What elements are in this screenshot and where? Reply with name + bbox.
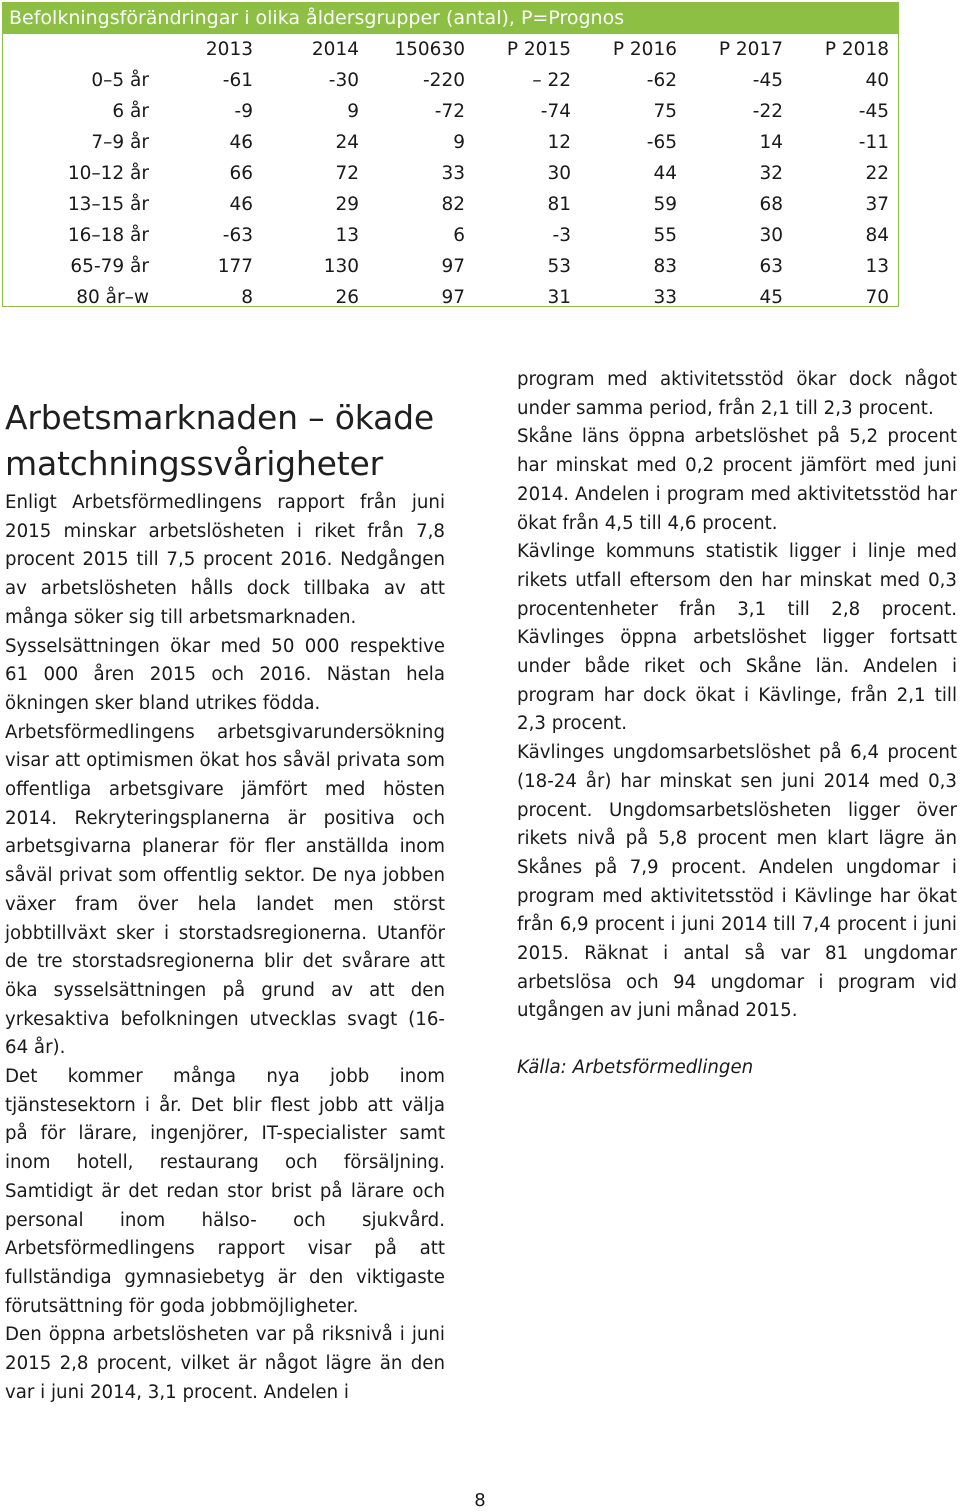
paragraph: Arbetsförmedlingens arbetsgivarundersökning visar att optimismen ökat hos såväl privata som offentliga arbetsgivare jämfört med hösten 2014. Rekryteringsplanerna är positiva och arbetsgivarna planerar för fler anställda inom såväl privat som offentlig sektor. De nya jobben växer fram över hela landet men störst jobbtillväxt sker i storstadsregionerna. Utanför de tre storstadsregionerna blir det svårare att öka sysselsättningen på grund av att den yrkesaktiva befolkningen utvecklas svagt (16-64 år). — [5, 721, 445, 1059]
table-row-label: 7–9 år — [91, 132, 149, 153]
table-header-cell: P 2018 — [824, 39, 889, 60]
table-cell: 12 — [547, 132, 571, 153]
table-cell: 97 — [441, 287, 465, 308]
table-cell: 8 — [241, 287, 253, 308]
table-cell: 66 — [229, 163, 253, 184]
table-cell: 81 — [547, 194, 571, 215]
table-header-cell: 2013 — [205, 39, 253, 60]
table-cell: 24 — [335, 132, 359, 153]
table-cell: 32 — [759, 163, 783, 184]
table-cell: 9 — [453, 132, 465, 153]
table-cell: 33 — [441, 163, 465, 184]
table-cell: -72 — [434, 101, 465, 122]
table-cell: 6 — [453, 225, 465, 246]
article-heading: Arbetsmarknaden – ökade matchningssvårigheter — [5, 398, 434, 483]
table-cell: 46 — [229, 194, 253, 215]
paragraph: Sysselsättningen ökar med 50 000 respektive 61 000 åren 2015 och 2016. Nästan hela ökningen sker bland utrikes födda. — [5, 635, 445, 714]
table-cell: 13 — [865, 256, 889, 277]
table-cell: -9 — [234, 101, 253, 122]
table-cell: -63 — [222, 225, 253, 246]
paragraph: Det kommer många nya jobb inom tjänstesektorn i år. Det blir flest jobb att välja på för lärare, ingenjörer, IT-specialister samt inom hotell, restaurang och försäljning. Samtidigt är det redan stor brist på lärare och personal inom hälso- och sjukvård. Arbetsförmedlingens rapport visar på att fullständiga gymnasiebetyg är den viktigaste förutsättning för goda jobbmöjligheter. — [5, 1066, 445, 1317]
table-cell: -45 — [858, 101, 889, 122]
table-row-label: 65-79 år — [70, 256, 149, 277]
table-cell: 30 — [547, 163, 571, 184]
table-cell: 55 — [653, 225, 677, 246]
table-cell: 45 — [759, 287, 783, 308]
table-cell: 63 — [759, 256, 783, 277]
table-cell: 72 — [335, 163, 359, 184]
table-header-cell: P 2016 — [612, 39, 677, 60]
table-cell: 13 — [335, 225, 359, 246]
table-cell: -62 — [646, 70, 677, 91]
table-grid — [3, 34, 898, 315]
table-cell: 84 — [865, 225, 889, 246]
table-cell: 22 — [865, 163, 889, 184]
paragraph: program med aktivitetsstöd ökar dock något under samma period, från 2,1 till 2,3 procent. — [517, 369, 957, 419]
table-cell: -220 — [423, 70, 465, 91]
table-title: Befolkningsförändringar i olika åldersgrupper (antal), P=Prognos — [3, 3, 898, 34]
table-cell: 29 — [335, 194, 359, 215]
table-row-label: 80 år–w — [76, 287, 149, 308]
table-row-label: 0–5 år — [91, 70, 149, 91]
table-cell: 97 — [441, 256, 465, 277]
table-row-label: 13–15 år — [67, 194, 149, 215]
table-row-label: 6 år — [112, 101, 149, 122]
table-header-cell: P 2015 — [506, 39, 571, 60]
page-number: 8 — [474, 1490, 486, 1511]
table-cell: -65 — [646, 132, 677, 153]
paragraph: Den öppna arbetslösheten var på riksnivå i juni 2015 2,8 procent, vilket är något lägre än den var i juni 2014, 3,1 procent. Andelen i — [5, 1324, 445, 1403]
table-cell: -45 — [752, 70, 783, 91]
right-column — [517, 366, 957, 1083]
table-cell: 53 — [547, 256, 571, 277]
table-cell: 70 — [865, 287, 889, 308]
paragraph: Kävlinge kommuns statistik ligger i linje med rikets utfall eftersom den har minskat med 0,3 procentenheter från 3,1 till 2,8 procent. Kävlinges öppna arbetslöshet ligger fortsatt under både riket och Skåne län. Andelen i program har dock ökat i Kävlinge, från 2,1 till 2,3 procent. — [517, 541, 957, 735]
table-header-cell: 2014 — [311, 39, 359, 60]
table-cell: 75 — [653, 101, 677, 122]
table-cell: 14 — [759, 132, 783, 153]
table-cell: -11 — [858, 132, 889, 153]
paragraph: Kävlinges ungdomsarbetslöshet på 6,4 procent (18-24 år) har minskat sen juni 2014 med 0,3 procent. Ungdomsarbetslösheten ligger över rikets nivå på 5,8 procent men klart lägre än Skånes på 7,9 procent. Andelen ungdomar i program med aktivitetsstöd i Kävlinge har ökat från 6,9 procent i juni 2014 till 7,4 procent i juni 2015. Räknat i antal så var 81 ungdomar arbetslösa och 94 ungdomar i program vid utgången av juni månad 2015. — [517, 742, 957, 1022]
table-cell: 59 — [653, 194, 677, 215]
table-cell: – 22 — [532, 70, 571, 91]
table-cell: 37 — [865, 194, 889, 215]
table-cell: -61 — [222, 70, 253, 91]
table-cell: 9 — [347, 101, 359, 122]
paragraph: Enligt Arbetsförmedlingens rapport från juni 2015 minskar arbetslösheten i riket från 7,8 procent 2015 till 7,5 procent 2016. Nedgången av arbetslösheten hålls dock tillbaka av att många söker sig till arbetsmarknaden. — [5, 492, 445, 628]
table-header-cell: 150630 — [394, 39, 465, 60]
table-cell: 33 — [653, 287, 677, 308]
left-column — [5, 395, 445, 1408]
table-cell: 46 — [229, 132, 253, 153]
table-row-label: 16–18 år — [67, 225, 149, 246]
table-cell: 130 — [323, 256, 359, 277]
table-row-label: 10–12 år — [67, 163, 149, 184]
paragraph: Skåne läns öppna arbetslöshet på 5,2 procent har minskat med 0,2 procent jämfört med juni 2014. Andelen i program med aktivitetsstöd har ökat från 4,5 till 4,6 procent. — [517, 426, 957, 534]
table-cell: 68 — [759, 194, 783, 215]
table-cell: 40 — [865, 70, 889, 91]
table-cell: -22 — [752, 101, 783, 122]
table-cell: 177 — [217, 256, 253, 277]
table-cell: 83 — [653, 256, 677, 277]
source-note: Källa: Arbetsförmedlingen — [517, 1057, 754, 1079]
table-cell: 31 — [547, 287, 571, 308]
table-cell: -30 — [328, 70, 359, 91]
table-cell: -3 — [552, 225, 571, 246]
table-cell: -74 — [540, 101, 571, 122]
table-cell: 26 — [335, 287, 359, 308]
table-cell: 82 — [441, 194, 465, 215]
table-cell: 44 — [653, 163, 677, 184]
table-header-cell: P 2017 — [718, 39, 783, 60]
table-header-cell — [3, 34, 149, 65]
table-cell: 30 — [759, 225, 783, 246]
population-change-table — [2, 2, 899, 307]
